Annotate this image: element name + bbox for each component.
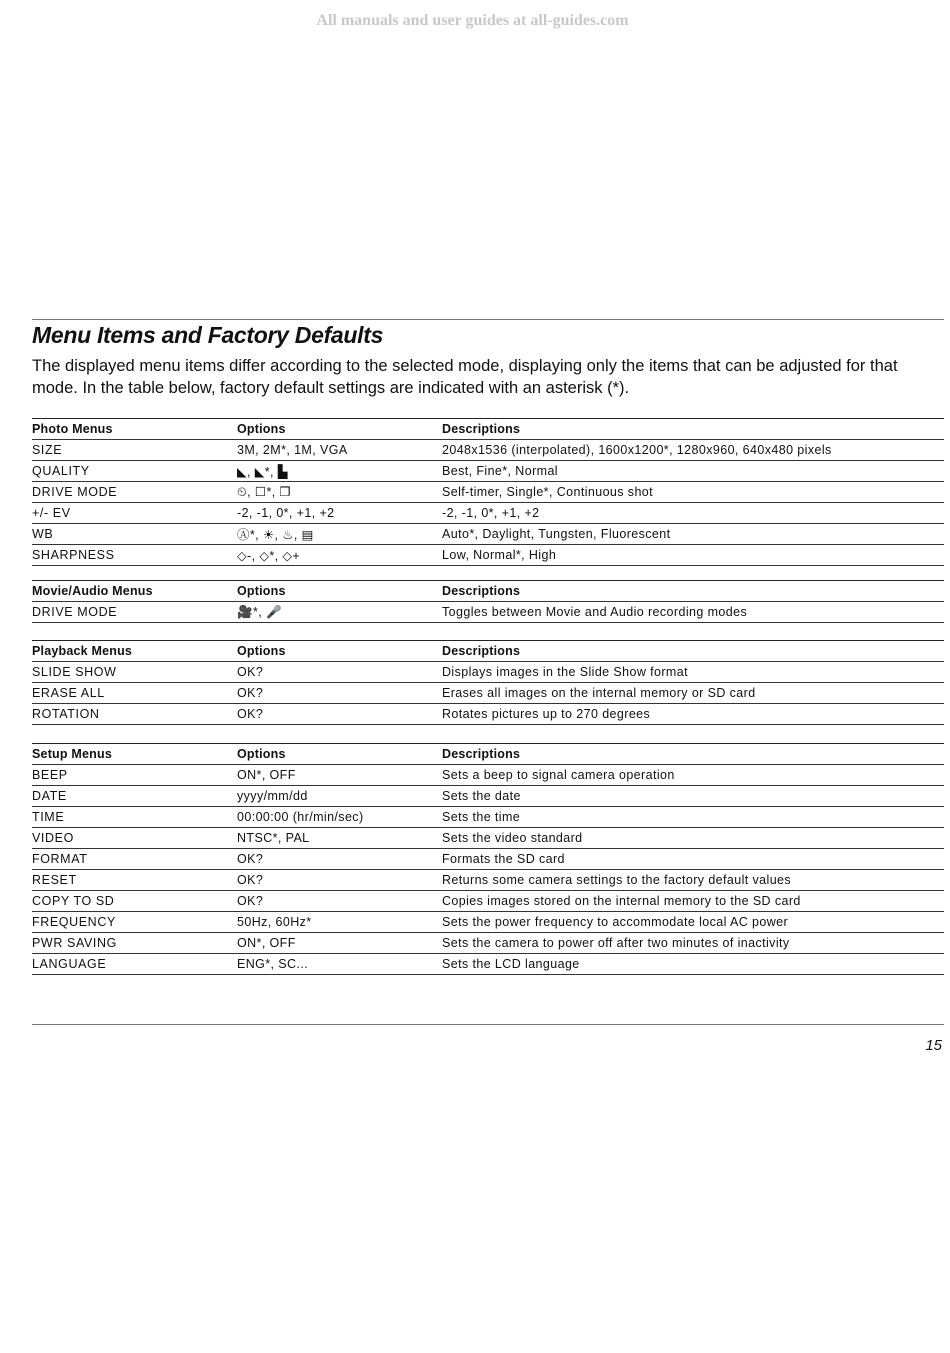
column-header: Playback Menus bbox=[32, 641, 237, 662]
menu-description: Auto*, Daylight, Tungsten, Fluorescent bbox=[442, 524, 944, 545]
menu-description: Sets the LCD language bbox=[442, 954, 944, 975]
column-header: Options bbox=[237, 581, 442, 602]
watermark: All manuals and user guides at all-guides.com bbox=[316, 12, 629, 29]
menu-item: SIZE bbox=[32, 440, 237, 461]
menu-options: -2, -1, 0*, +1, +2 bbox=[237, 503, 442, 524]
menu-item: DRIVE MODE bbox=[32, 482, 237, 503]
menu-options: ◇-, ◇*, ◇+ bbox=[237, 545, 442, 566]
menu-options: 50Hz, 60Hz* bbox=[237, 912, 442, 933]
table-header-row bbox=[32, 641, 944, 662]
table-row bbox=[32, 828, 944, 849]
menu-item: SLIDE SHOW bbox=[32, 662, 237, 683]
menu-options: ◣, ◣*, ▙ bbox=[237, 461, 442, 482]
table-row bbox=[32, 662, 944, 683]
table-row bbox=[32, 461, 944, 482]
menu-item: WB bbox=[32, 524, 237, 545]
column-header: Descriptions bbox=[442, 419, 944, 440]
photo-menus-table bbox=[32, 418, 944, 566]
menu-options: ON*, OFF bbox=[237, 765, 442, 786]
table-row bbox=[32, 440, 944, 461]
intro-paragraph: The displayed menu items differ according to the selected mode, displaying only the items that can be adjusted for that mode. In the table below, factory default settings are indicated with an asterisk (*). bbox=[32, 357, 898, 397]
table-row bbox=[32, 954, 944, 975]
menu-description: Sets a beep to signal camera operation bbox=[442, 765, 944, 786]
menu-options: OK? bbox=[237, 704, 442, 725]
menu-options: Ⓐ*, ☀, ♨, ▤ bbox=[237, 524, 442, 545]
menu-options: 3M, 2M*, 1M, VGA bbox=[237, 440, 442, 461]
menu-options: ON*, OFF bbox=[237, 933, 442, 954]
menu-options: ⏲, ☐*, ❐ bbox=[237, 482, 442, 503]
menu-item: TIME bbox=[32, 807, 237, 828]
menu-description: Sets the video standard bbox=[442, 828, 944, 849]
menu-options: yyyy/mm/dd bbox=[237, 786, 442, 807]
menu-item: PWR SAVING bbox=[32, 933, 237, 954]
column-header: Descriptions bbox=[442, 581, 944, 602]
menu-description: Copies images stored on the internal memory to the SD card bbox=[442, 891, 944, 912]
menu-options: ENG*, SC... bbox=[237, 954, 442, 975]
table-row bbox=[32, 482, 944, 503]
menu-item: RESET bbox=[32, 870, 237, 891]
menu-item: COPY TO SD bbox=[32, 891, 237, 912]
page-title: Menu Items and Factory Defaults bbox=[32, 322, 384, 348]
menu-description: Erases all images on the internal memory or SD card bbox=[442, 683, 944, 704]
menu-item: FORMAT bbox=[32, 849, 237, 870]
table-row bbox=[32, 683, 944, 704]
menu-item: SHARPNESS bbox=[32, 545, 237, 566]
menu-item: FREQUENCY bbox=[32, 912, 237, 933]
menu-options: 🎥*, 🎤 bbox=[237, 602, 442, 623]
menu-options: OK? bbox=[237, 891, 442, 912]
table-row bbox=[32, 704, 944, 725]
menu-description: Low, Normal*, High bbox=[442, 545, 944, 566]
menu-description: Sets the power frequency to accommodate local AC power bbox=[442, 912, 944, 933]
menu-description: Self-timer, Single*, Continuous shot bbox=[442, 482, 944, 503]
column-header: Options bbox=[237, 419, 442, 440]
menu-description: -2, -1, 0*, +1, +2 bbox=[442, 503, 944, 524]
column-header: Photo Menus bbox=[32, 419, 237, 440]
menu-item: DATE bbox=[32, 786, 237, 807]
column-header: Setup Menus bbox=[32, 744, 237, 765]
table-row bbox=[32, 933, 944, 954]
table-header-row bbox=[32, 581, 944, 602]
top-divider bbox=[32, 319, 944, 320]
menu-options: OK? bbox=[237, 683, 442, 704]
column-header: Descriptions bbox=[442, 641, 944, 662]
table-header-row bbox=[32, 419, 944, 440]
menu-description: Best, Fine*, Normal bbox=[442, 461, 944, 482]
playback-menus-table bbox=[32, 640, 944, 725]
page-number: 15 bbox=[925, 1037, 942, 1054]
column-header: Options bbox=[237, 744, 442, 765]
table-row bbox=[32, 849, 944, 870]
column-header: Movie/Audio Menus bbox=[32, 581, 237, 602]
table-row bbox=[32, 503, 944, 524]
column-header: Options bbox=[237, 641, 442, 662]
table-row bbox=[32, 870, 944, 891]
menu-description: Sets the date bbox=[442, 786, 944, 807]
table-row bbox=[32, 765, 944, 786]
column-header: Descriptions bbox=[442, 744, 944, 765]
menu-item: BEEP bbox=[32, 765, 237, 786]
table-row bbox=[32, 807, 944, 828]
menu-description: Returns some camera settings to the factory default values bbox=[442, 870, 944, 891]
table-row bbox=[32, 912, 944, 933]
menu-item: LANGUAGE bbox=[32, 954, 237, 975]
menu-options: 00:00:00 (hr/min/sec) bbox=[237, 807, 442, 828]
table-row bbox=[32, 524, 944, 545]
menu-description: Rotates pictures up to 270 degrees bbox=[442, 704, 944, 725]
table-header-row bbox=[32, 744, 944, 765]
setup-menus-table bbox=[32, 743, 944, 975]
table-row bbox=[32, 545, 944, 566]
bottom-divider bbox=[32, 1024, 944, 1025]
menu-description: Displays images in the Slide Show format bbox=[442, 662, 944, 683]
table-row bbox=[32, 891, 944, 912]
menu-description: Toggles between Movie and Audio recording modes bbox=[442, 602, 944, 623]
menu-options: OK? bbox=[237, 870, 442, 891]
movie-audio-menus-table bbox=[32, 580, 944, 623]
menu-item: VIDEO bbox=[32, 828, 237, 849]
menu-options: OK? bbox=[237, 849, 442, 870]
menu-item: +/- EV bbox=[32, 503, 237, 524]
menu-item: QUALITY bbox=[32, 461, 237, 482]
menu-options: NTSC*, PAL bbox=[237, 828, 442, 849]
menu-item: ROTATION bbox=[32, 704, 237, 725]
menu-description: Sets the time bbox=[442, 807, 944, 828]
menu-options: OK? bbox=[237, 662, 442, 683]
table-row bbox=[32, 602, 944, 623]
table-row bbox=[32, 786, 944, 807]
menu-description: 2048x1536 (interpolated), 1600x1200*, 1280x960, 640x480 pixels bbox=[442, 440, 944, 461]
menu-item: DRIVE MODE bbox=[32, 602, 237, 623]
menu-description: Formats the SD card bbox=[442, 849, 944, 870]
menu-item: ERASE ALL bbox=[32, 683, 237, 704]
menu-description: Sets the camera to power off after two minutes of inactivity bbox=[442, 933, 944, 954]
